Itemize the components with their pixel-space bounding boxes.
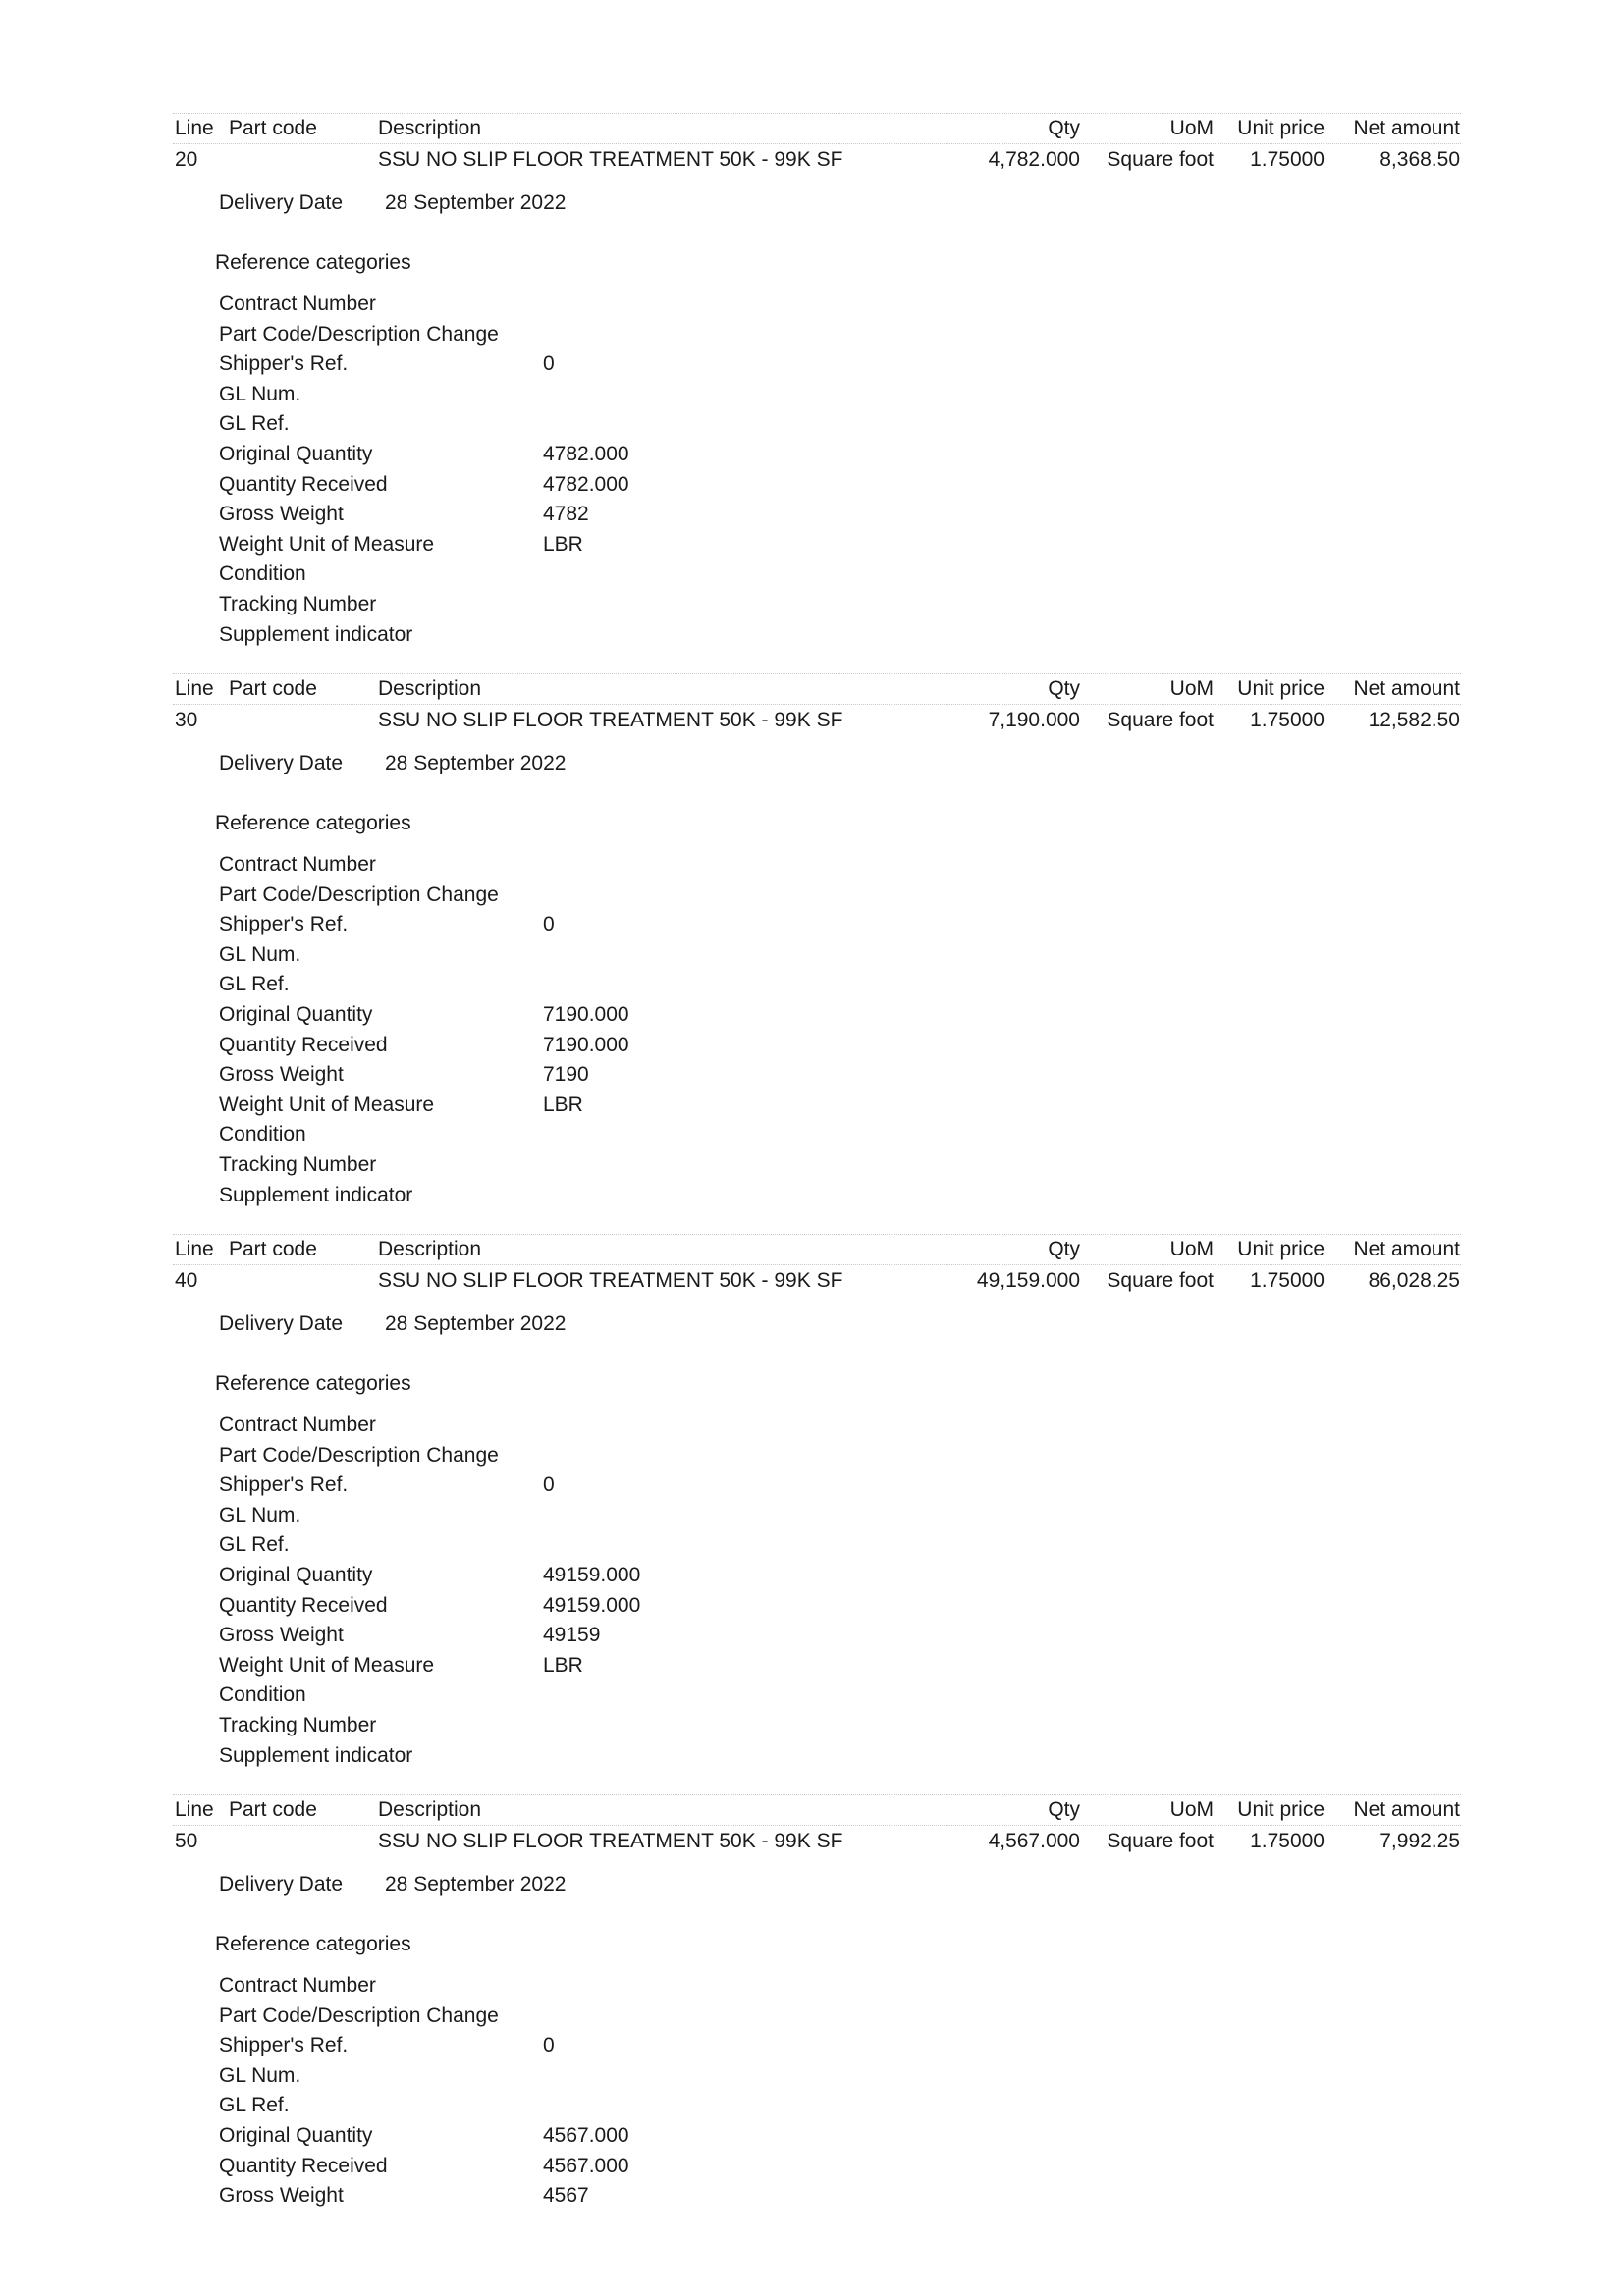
reference-label: Shipper's Ref. xyxy=(219,352,349,376)
reference-label: GL Num. xyxy=(219,1503,301,1526)
delivery-date-row xyxy=(0,191,1623,221)
line-qty: 4,782.000 xyxy=(988,148,1080,171)
reference-row xyxy=(0,853,1623,883)
col-header-description: Description xyxy=(378,117,482,139)
reference-row xyxy=(0,2155,1623,2185)
reference-row xyxy=(0,2184,1623,2215)
col-header-line: Line xyxy=(175,677,214,700)
col-header-net-amount: Net amount xyxy=(1353,1798,1460,1821)
reference-value: LBR xyxy=(543,1653,583,1677)
reference-row xyxy=(0,2064,1623,2095)
line-description: SSU NO SLIP FLOOR TREATMENT 50K - 99K SF xyxy=(378,1830,843,1852)
reference-categories-heading: Reference categories xyxy=(215,812,411,834)
reference-row xyxy=(0,1564,1623,1594)
col-header-line: Line xyxy=(175,117,214,139)
reference-label: Contract Number xyxy=(219,853,376,876)
reference-label: Gross Weight xyxy=(219,1624,344,1647)
reference-row xyxy=(0,943,1623,974)
reference-label: Part Code/Description Change xyxy=(219,322,499,346)
line-item-row xyxy=(0,1265,1623,1297)
delivery-date-label: Delivery Date xyxy=(219,191,344,214)
reference-list xyxy=(0,293,1623,653)
reference-value: 0 xyxy=(543,352,555,376)
reference-label: GL Ref. xyxy=(219,2094,290,2117)
reference-label: Condition xyxy=(219,1683,306,1707)
reference-row xyxy=(0,1624,1623,1654)
reference-label: Part Code/Description Change xyxy=(219,882,499,906)
reference-label: Contract Number xyxy=(219,1974,376,1997)
reference-row xyxy=(0,443,1623,473)
reference-label: Gross Weight xyxy=(219,503,344,526)
line-item-header-row xyxy=(0,1794,1623,1826)
reference-label: Weight Unit of Measure xyxy=(219,1093,435,1116)
reference-row xyxy=(0,383,1623,413)
reference-row xyxy=(0,293,1623,323)
reference-row xyxy=(0,1654,1623,1684)
reference-value: 4567 xyxy=(543,2184,589,2208)
reference-row xyxy=(0,913,1623,943)
reference-list xyxy=(0,853,1623,1213)
reference-categories-row xyxy=(0,251,1623,281)
line-number: 50 xyxy=(175,1830,198,1852)
reference-row xyxy=(0,533,1623,563)
line-item-row xyxy=(0,1826,1623,1857)
delivery-date-row xyxy=(0,1312,1623,1342)
reference-row xyxy=(0,1504,1623,1534)
reference-row xyxy=(0,1123,1623,1153)
reference-label: GL Ref. xyxy=(219,973,290,996)
reference-categories-row xyxy=(0,1372,1623,1402)
reference-value: 7190.000 xyxy=(543,1002,629,1026)
reference-row xyxy=(0,1184,1623,1214)
reference-row xyxy=(0,1444,1623,1474)
reference-value: 4567.000 xyxy=(543,2154,629,2177)
line-item-block xyxy=(0,673,1623,1213)
reference-categories-heading: Reference categories xyxy=(215,1933,411,1955)
reference-label: GL Num. xyxy=(219,942,301,966)
delivery-date-value: 28 September 2022 xyxy=(385,191,567,214)
col-header-part-code: Part code xyxy=(229,1798,317,1821)
reference-label: Supplement indicator xyxy=(219,1743,413,1767)
reference-row xyxy=(0,1744,1623,1775)
reference-label: Shipper's Ref. xyxy=(219,913,349,936)
col-header-qty: Qty xyxy=(1048,117,1080,139)
reference-row xyxy=(0,503,1623,533)
reference-label: Quantity Received xyxy=(219,1033,388,1056)
reference-value: 7190 xyxy=(543,1063,589,1087)
reference-value: 4782 xyxy=(543,503,589,526)
reference-label: Original Quantity xyxy=(219,442,373,465)
col-header-unit-price: Unit price xyxy=(1237,117,1325,139)
line-net-amount: 7,992.25 xyxy=(1380,1830,1460,1852)
reference-row xyxy=(0,883,1623,914)
reference-row xyxy=(0,2094,1623,2124)
line-qty: 7,190.000 xyxy=(988,709,1080,731)
line-description: SSU NO SLIP FLOOR TREATMENT 50K - 99K SF xyxy=(378,1269,843,1292)
reference-label: GL Ref. xyxy=(219,412,290,436)
line-uom: Square foot xyxy=(1107,148,1214,171)
line-description: SSU NO SLIP FLOOR TREATMENT 50K - 99K SF xyxy=(378,148,843,171)
reference-value: 0 xyxy=(543,913,555,936)
reference-label: GL Num. xyxy=(219,2063,301,2087)
reference-value: LBR xyxy=(543,1093,583,1116)
reference-label: Tracking Number xyxy=(219,1713,377,1736)
col-header-qty: Qty xyxy=(1048,1238,1080,1260)
reference-row xyxy=(0,2124,1623,2155)
col-header-uom: UoM xyxy=(1169,1238,1214,1260)
line-description: SSU NO SLIP FLOOR TREATMENT 50K - 99K SF xyxy=(378,709,843,731)
delivery-date-label: Delivery Date xyxy=(219,1312,344,1335)
reference-list xyxy=(0,1414,1623,1774)
col-header-part-code: Part code xyxy=(229,677,317,700)
reference-row xyxy=(0,352,1623,383)
reference-label: Weight Unit of Measure xyxy=(219,1653,435,1677)
reference-row xyxy=(0,1533,1623,1564)
line-net-amount: 8,368.50 xyxy=(1380,148,1460,171)
reference-label: GL Num. xyxy=(219,382,301,405)
reference-row xyxy=(0,1153,1623,1184)
reference-label: Original Quantity xyxy=(219,1563,373,1586)
reference-label: Supplement indicator xyxy=(219,1183,413,1206)
reference-value: 49159.000 xyxy=(543,1593,641,1617)
reference-value: 4782.000 xyxy=(543,442,629,465)
delivery-date-value: 28 September 2022 xyxy=(385,752,567,774)
reference-label: Gross Weight xyxy=(219,1063,344,1087)
col-header-line: Line xyxy=(175,1238,214,1260)
reference-row xyxy=(0,412,1623,443)
reference-label: Quantity Received xyxy=(219,2154,388,2177)
col-header-unit-price: Unit price xyxy=(1237,1798,1325,1821)
reference-row xyxy=(0,323,1623,353)
reference-value: 0 xyxy=(543,2034,555,2057)
reference-label: Condition xyxy=(219,1123,306,1147)
col-header-net-amount: Net amount xyxy=(1353,677,1460,700)
reference-label: Original Quantity xyxy=(219,2123,373,2147)
col-header-net-amount: Net amount xyxy=(1353,117,1460,139)
reference-value: 49159.000 xyxy=(543,1563,641,1586)
line-unit-price: 1.75000 xyxy=(1250,148,1325,171)
col-header-part-code: Part code xyxy=(229,1238,317,1260)
line-unit-price: 1.75000 xyxy=(1250,1830,1325,1852)
reference-value: 0 xyxy=(543,1473,555,1497)
reference-label: Shipper's Ref. xyxy=(219,1473,349,1497)
delivery-date-label: Delivery Date xyxy=(219,752,344,774)
line-item-row xyxy=(0,144,1623,176)
reference-row xyxy=(0,1414,1623,1444)
reference-row xyxy=(0,1003,1623,1034)
reference-row xyxy=(0,1974,1623,2004)
reference-row xyxy=(0,593,1623,623)
reference-row xyxy=(0,1683,1623,1714)
reference-row xyxy=(0,623,1623,654)
col-header-qty: Qty xyxy=(1048,677,1080,700)
line-item-row xyxy=(0,705,1623,736)
reference-row xyxy=(0,1714,1623,1744)
line-qty: 49,159.000 xyxy=(976,1269,1080,1292)
line-item-block xyxy=(0,1234,1623,1774)
reference-value: 4567.000 xyxy=(543,2123,629,2147)
line-net-amount: 86,028.25 xyxy=(1368,1269,1460,1292)
col-header-line: Line xyxy=(175,1798,214,1821)
reference-label: Quantity Received xyxy=(219,472,388,496)
line-uom: Square foot xyxy=(1107,1269,1214,1292)
reference-categories-heading: Reference categories xyxy=(215,251,411,274)
reference-label: Contract Number xyxy=(219,293,376,315)
line-item-block xyxy=(0,113,1623,653)
line-item-header-row xyxy=(0,113,1623,144)
reference-label: Supplement indicator xyxy=(219,622,413,646)
reference-row xyxy=(0,1063,1623,1094)
line-item-block xyxy=(0,1794,1623,2215)
col-header-description: Description xyxy=(378,1798,482,1821)
reference-row xyxy=(0,1594,1623,1625)
line-unit-price: 1.75000 xyxy=(1250,1269,1325,1292)
reference-label: Condition xyxy=(219,562,306,586)
reference-value: 49159 xyxy=(543,1624,601,1647)
line-number: 40 xyxy=(175,1269,198,1292)
reference-label: Original Quantity xyxy=(219,1002,373,1026)
reference-row xyxy=(0,1473,1623,1504)
reference-row xyxy=(0,562,1623,593)
reference-label: Part Code/Description Change xyxy=(219,2003,499,2027)
col-header-uom: UoM xyxy=(1169,677,1214,700)
line-item-header-row xyxy=(0,673,1623,705)
col-header-qty: Qty xyxy=(1048,1798,1080,1821)
reference-label: Contract Number xyxy=(219,1414,376,1436)
col-header-part-code: Part code xyxy=(229,117,317,139)
col-header-description: Description xyxy=(378,1238,482,1260)
col-header-unit-price: Unit price xyxy=(1237,677,1325,700)
line-item-header-row xyxy=(0,1234,1623,1265)
reference-row xyxy=(0,973,1623,1003)
reference-categories-row xyxy=(0,812,1623,841)
reference-row xyxy=(0,1034,1623,1064)
delivery-date-label: Delivery Date xyxy=(219,1873,344,1896)
line-number: 30 xyxy=(175,709,198,731)
reference-categories-heading: Reference categories xyxy=(215,1372,411,1395)
reference-list xyxy=(0,1974,1623,2215)
col-header-uom: UoM xyxy=(1169,117,1214,139)
reference-label: Shipper's Ref. xyxy=(219,2034,349,2057)
line-uom: Square foot xyxy=(1107,709,1214,731)
col-header-net-amount: Net amount xyxy=(1353,1238,1460,1260)
col-header-description: Description xyxy=(378,677,482,700)
reference-label: Weight Unit of Measure xyxy=(219,532,435,556)
delivery-date-row xyxy=(0,752,1623,781)
reference-label: Tracking Number xyxy=(219,592,377,615)
reference-row xyxy=(0,2034,1623,2064)
line-qty: 4,567.000 xyxy=(988,1830,1080,1852)
delivery-date-value: 28 September 2022 xyxy=(385,1312,567,1335)
reference-value: 7190.000 xyxy=(543,1033,629,1056)
delivery-date-row xyxy=(0,1873,1623,1902)
col-header-unit-price: Unit price xyxy=(1237,1238,1325,1260)
reference-row xyxy=(0,2004,1623,2035)
reference-label: Quantity Received xyxy=(219,1593,388,1617)
reference-label: GL Ref. xyxy=(219,1533,290,1557)
line-number: 20 xyxy=(175,148,198,171)
reference-row xyxy=(0,1094,1623,1124)
line-unit-price: 1.75000 xyxy=(1250,709,1325,731)
reference-value: 4782.000 xyxy=(543,472,629,496)
col-header-uom: UoM xyxy=(1169,1798,1214,1821)
delivery-date-value: 28 September 2022 xyxy=(385,1873,567,1896)
reference-value: LBR xyxy=(543,532,583,556)
reference-label: Tracking Number xyxy=(219,1152,377,1176)
reference-row xyxy=(0,473,1623,504)
line-uom: Square foot xyxy=(1107,1830,1214,1852)
reference-categories-row xyxy=(0,1933,1623,1962)
line-net-amount: 12,582.50 xyxy=(1368,709,1460,731)
reference-label: Gross Weight xyxy=(219,2184,344,2208)
reference-label: Part Code/Description Change xyxy=(219,1443,499,1467)
